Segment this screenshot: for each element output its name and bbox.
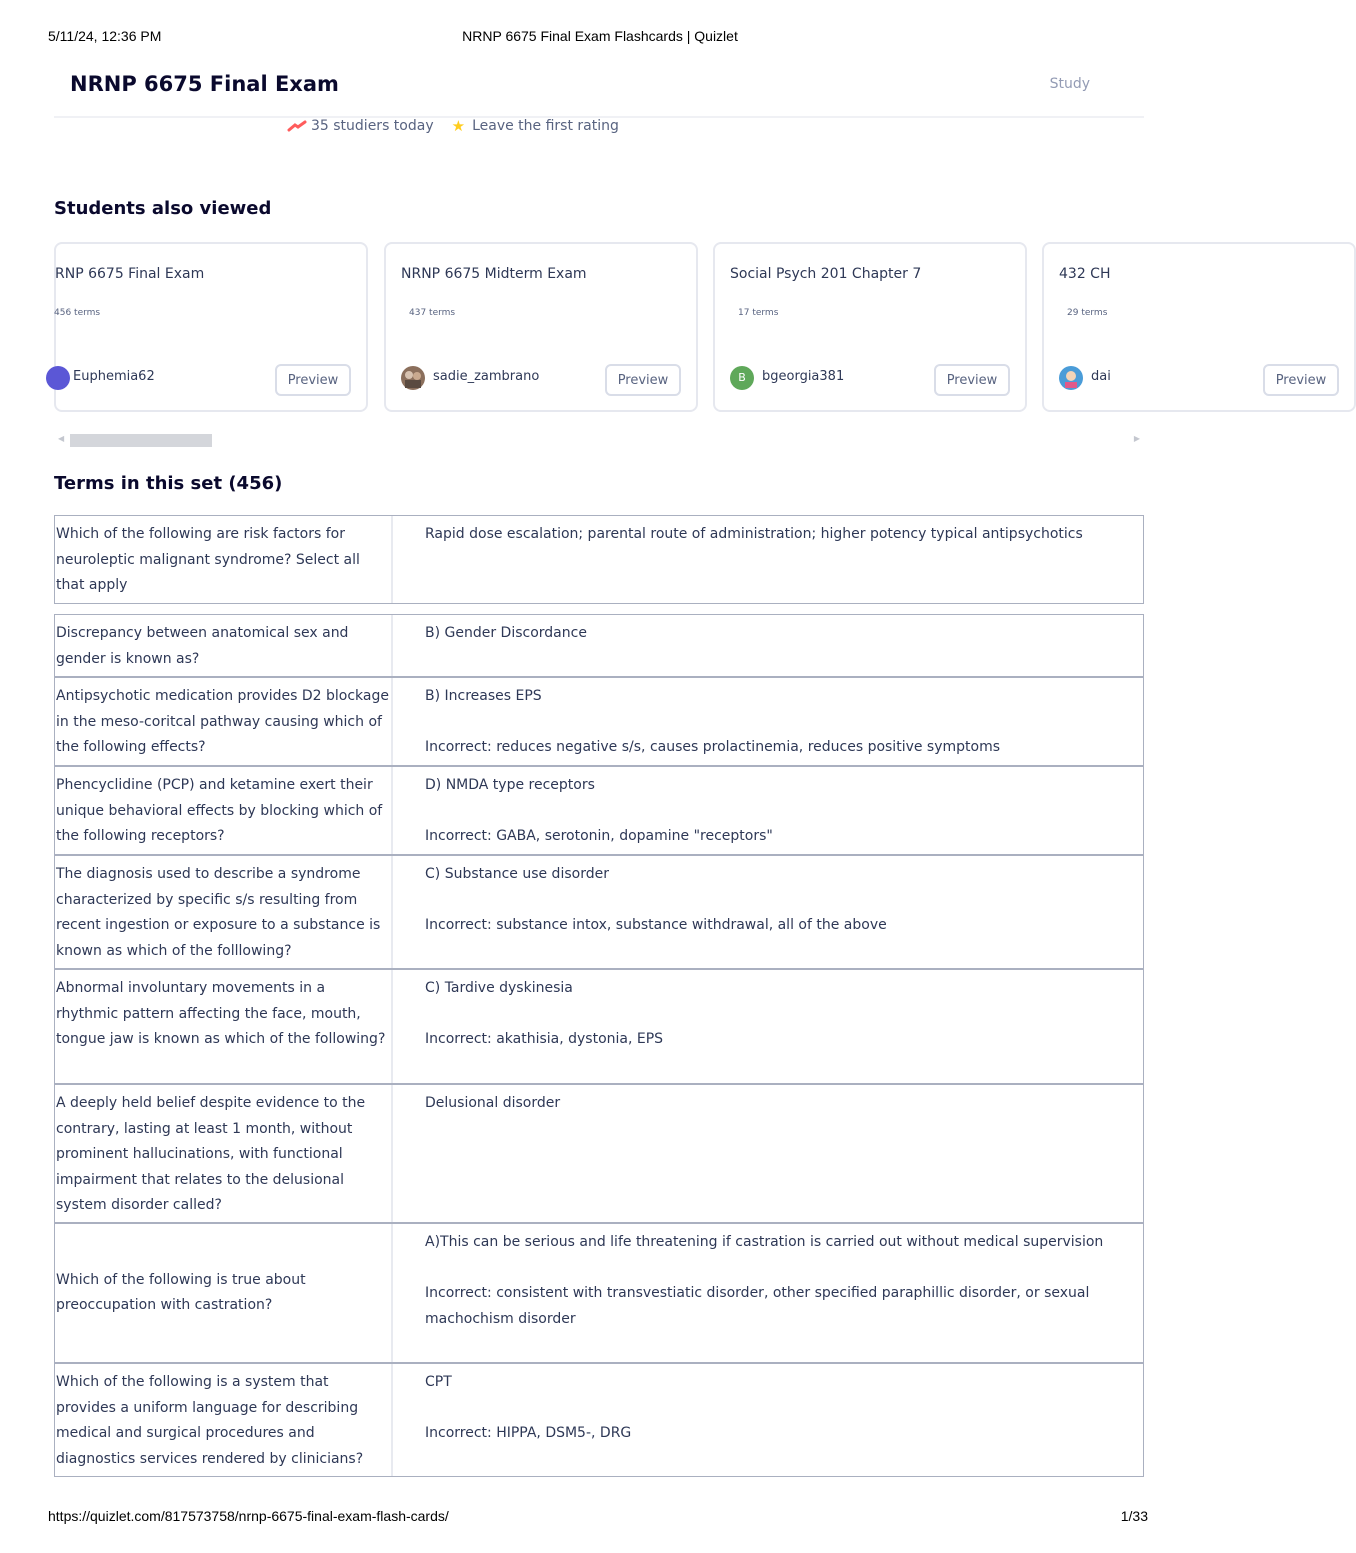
card-author[interactable]: sadie_zambrano <box>433 369 540 384</box>
card-author[interactable]: Euphemia62 <box>73 369 155 384</box>
card-author[interactable]: bgeorgia381 <box>762 369 845 384</box>
scrollbar-thumb[interactable] <box>70 434 212 447</box>
rating-link[interactable]: Leave the first rating <box>472 118 619 134</box>
set-header <box>54 66 1144 118</box>
preview-button[interactable]: Preview <box>1263 364 1339 396</box>
definition-line: CPT <box>425 1374 452 1390</box>
definition-line: Incorrect: HIPPA, DSM5-, DRG <box>425 1425 632 1441</box>
term-definition <box>393 678 1143 765</box>
card-title[interactable]: Social Psych 201 Chapter 7 <box>730 266 922 282</box>
term-word: Phencyclidine (PCP) and ketamine exert their unique behavioral effects by blocking which of the following receptors? <box>55 767 393 854</box>
definition-line <box>425 1002 1143 1028</box>
term-word: A deeply held belief despite evidence to the contrary, lasting at least 1 month, without prominent hallucinations, with functional impairment that relates to the delusional system disorder called? <box>55 1085 393 1222</box>
scroll-right-icon[interactable]: ▶ <box>1133 434 1140 443</box>
term-row <box>54 1084 1144 1223</box>
term-word: Which of the following are risk factors for neuroleptic malignant syndrome? Select all that apply <box>55 516 393 603</box>
set-stats <box>288 116 619 136</box>
card-terms-count: 437 terms <box>409 308 456 318</box>
definition-line: Incorrect: substance intox, substance withdrawal, all of the above <box>425 917 887 933</box>
definition-line: Incorrect: reduces negative s/s, causes prolactinemia, reduces positive symptoms <box>425 739 1001 755</box>
studiers-count: 35 studiers today <box>311 118 434 134</box>
terms-heading: Terms in this set (456) <box>54 473 283 494</box>
card-title[interactable]: RNP 6675 Final Exam <box>55 266 205 282</box>
term-definition <box>393 1224 1143 1362</box>
term-row <box>54 766 1144 855</box>
preview-button[interactable]: Preview <box>275 364 351 396</box>
page-number: 1/33 <box>1120 1508 1148 1524</box>
definition-line <box>425 1396 1143 1422</box>
definition-line: Incorrect: akathisia, dystonia, EPS <box>425 1031 664 1047</box>
card-terms-count: 456 terms <box>54 308 101 318</box>
term-definition <box>393 767 1143 854</box>
term-row <box>54 1223 1144 1363</box>
term-row <box>54 614 1144 677</box>
user-avatar-icon <box>46 366 70 390</box>
terms-list <box>54 515 1144 1487</box>
preview-button[interactable]: Preview <box>605 364 681 396</box>
term-row <box>54 515 1144 604</box>
definition-line <box>425 888 1143 914</box>
definition-line: A)This can be serious and life threatening if castration is carried out without medical supervision <box>425 1234 1104 1250</box>
definition-line <box>425 1256 1143 1282</box>
page-title: NRNP 6675 Final Exam <box>70 72 339 96</box>
also-viewed-heading: Students also viewed <box>54 198 272 219</box>
term-definition <box>393 615 1143 676</box>
term-word <box>55 1224 393 1362</box>
card-terms-count: 17 terms <box>738 308 779 318</box>
print-datetime: 5/11/24, 12:36 PM <box>48 28 162 44</box>
also-viewed-carousel[interactable] <box>54 242 1327 414</box>
term-definition <box>393 970 1143 1083</box>
definition-line: Delusional disorder <box>425 1095 561 1111</box>
set-card[interactable] <box>713 242 1027 412</box>
card-terms-count: 29 terms <box>1067 308 1108 318</box>
term-definition <box>393 1085 1143 1222</box>
card-title[interactable]: NRNP 6675 Midterm Exam <box>401 266 587 282</box>
trending-icon <box>288 121 306 131</box>
term-word: Which of the following is a system that provides a uniform language for describing medical and surgical procedures and diagnostics services rendered by clinicians? <box>55 1364 393 1476</box>
card-author[interactable]: dai <box>1091 369 1111 384</box>
set-card[interactable] <box>1042 242 1356 412</box>
study-button[interactable]: Study <box>1049 76 1090 92</box>
print-header <box>0 28 1200 48</box>
definition-line <box>425 710 1143 736</box>
card-title[interactable]: 432 CH <box>1059 266 1111 282</box>
definition-line: D) NMDA type receptors <box>425 777 595 793</box>
definition-line: Rapid dose escalation; parental route of administration; higher potency typical antipsychotics <box>425 526 1083 542</box>
preview-button[interactable]: Preview <box>934 364 1010 396</box>
definition-line <box>425 799 1143 825</box>
term-definition <box>393 856 1143 968</box>
definition-line: C) Tardive dyskinesia <box>425 980 573 996</box>
definition-line: Incorrect: GABA, serotonin, dopamine "receptors" <box>425 828 773 844</box>
definition-line: B) Increases EPS <box>425 688 542 704</box>
term-definition <box>393 1364 1143 1476</box>
term-row <box>54 969 1144 1084</box>
term-definition <box>393 516 1143 603</box>
term-word: Antipsychotic medication provides D2 blockage in the meso-coritcal pathway causing which of the following effects? <box>55 678 393 765</box>
initial-avatar-icon: B <box>730 366 754 390</box>
term-word: Discrepancy between anatomical sex and gender is known as? <box>55 615 393 676</box>
cartoon-avatar-icon <box>1059 366 1083 390</box>
definition-line: Incorrect: consistent with transvestiatic disorder, other specified paraphillic disorder, or sexual machochism disorder <box>425 1285 1090 1327</box>
set-card[interactable] <box>54 242 368 412</box>
photo-avatar-icon <box>401 366 425 390</box>
term-row <box>54 1363 1144 1477</box>
definition-line: C) Substance use disorder <box>425 866 609 882</box>
term-word: Abnormal involuntary movements in a rhythmic pattern affecting the face, mouth, tongue jaw is known as which of the following? <box>55 970 393 1083</box>
print-doc-title: NRNP 6675 Final Exam Flashcards | Quizlet <box>462 28 738 44</box>
scroll-left-icon[interactable]: ◀ <box>58 434 65 443</box>
term-row <box>54 677 1144 766</box>
set-card[interactable] <box>384 242 698 412</box>
print-url[interactable]: https://quizlet.com/817573758/nrnp-6675-final-exam-flash-cards/ <box>48 1508 449 1524</box>
term-row <box>54 855 1144 969</box>
star-icon[interactable]: ★ <box>451 117 466 135</box>
term-word: The diagnosis used to describe a syndrome characterized by specific s/s resulting from recent ingestion or exposure to a substance is known as which of the folllowing? <box>55 856 393 968</box>
print-footer <box>0 1508 1200 1528</box>
term-word-text: Which of the following is true about preoccupation with castration? <box>56 1271 306 1313</box>
carousel-scrollbar[interactable] <box>56 434 1144 448</box>
definition-line: B) Gender Discordance <box>425 625 587 641</box>
